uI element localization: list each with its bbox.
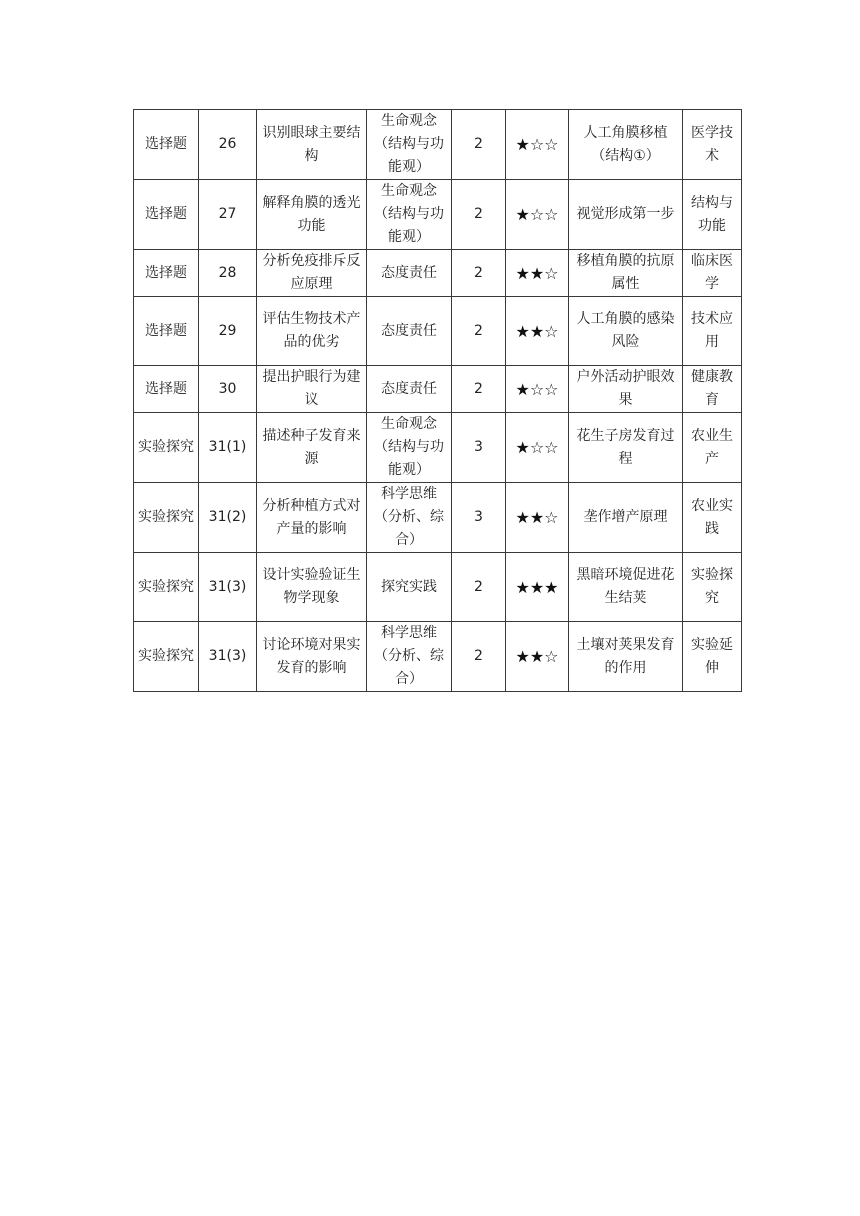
cell-task: 讨论环境对果实发育的影响 bbox=[257, 622, 367, 692]
cell-score: 3 bbox=[452, 483, 506, 553]
cell-context: 人工角膜移植（结构①） bbox=[569, 110, 683, 180]
difficulty-stars-icon: ★☆☆ bbox=[506, 180, 569, 250]
cell-field: 临床医学 bbox=[683, 250, 742, 297]
cell-type: 选择题 bbox=[134, 110, 199, 180]
cell-number: 31(3) bbox=[199, 553, 257, 622]
question-spec-table bbox=[133, 109, 742, 692]
table-row bbox=[134, 553, 742, 622]
difficulty-stars-icon: ★★★ bbox=[506, 553, 569, 622]
cell-field: 农业生产 bbox=[683, 413, 742, 483]
cell-literacy: 态度责任 bbox=[367, 297, 452, 366]
cell-score: 2 bbox=[452, 297, 506, 366]
cell-score: 2 bbox=[452, 366, 506, 413]
table-row bbox=[134, 110, 742, 180]
cell-literacy: 生命观念（结构与功能观） bbox=[367, 110, 452, 180]
cell-literacy: 生命观念（结构与功能观） bbox=[367, 180, 452, 250]
cell-score: 3 bbox=[452, 413, 506, 483]
table-row bbox=[134, 250, 742, 297]
cell-task: 设计实验验证生物学现象 bbox=[257, 553, 367, 622]
cell-type: 实验探究 bbox=[134, 483, 199, 553]
cell-task: 识别眼球主要结构 bbox=[257, 110, 367, 180]
table-row bbox=[134, 413, 742, 483]
cell-field: 健康教育 bbox=[683, 366, 742, 413]
cell-field: 医学技术 bbox=[683, 110, 742, 180]
cell-task: 分析种植方式对产量的影响 bbox=[257, 483, 367, 553]
cell-score: 2 bbox=[452, 250, 506, 297]
cell-task: 评估生物技术产品的优劣 bbox=[257, 297, 367, 366]
cell-type: 实验探究 bbox=[134, 553, 199, 622]
cell-literacy: 探究实践 bbox=[367, 553, 452, 622]
cell-context: 移植角膜的抗原属性 bbox=[569, 250, 683, 297]
cell-context: 垄作增产原理 bbox=[569, 483, 683, 553]
cell-number: 27 bbox=[199, 180, 257, 250]
difficulty-stars-icon: ★☆☆ bbox=[506, 110, 569, 180]
cell-field: 技术应用 bbox=[683, 297, 742, 366]
cell-literacy: 生命观念（结构与功能观） bbox=[367, 413, 452, 483]
cell-type: 选择题 bbox=[134, 366, 199, 413]
cell-context: 土壤对荚果发育的作用 bbox=[569, 622, 683, 692]
cell-number: 31(1) bbox=[199, 413, 257, 483]
cell-number: 31(2) bbox=[199, 483, 257, 553]
cell-task: 分析免疫排斥反应原理 bbox=[257, 250, 367, 297]
cell-literacy: 态度责任 bbox=[367, 250, 452, 297]
cell-task: 描述种子发育来源 bbox=[257, 413, 367, 483]
cell-literacy: 科学思维（分析、综合） bbox=[367, 483, 452, 553]
cell-task: 解释角膜的透光功能 bbox=[257, 180, 367, 250]
cell-task: 提出护眼行为建议 bbox=[257, 366, 367, 413]
cell-type: 实验探究 bbox=[134, 622, 199, 692]
cell-context: 视觉形成第一步 bbox=[569, 180, 683, 250]
cell-field: 农业实践 bbox=[683, 483, 742, 553]
table-row bbox=[134, 366, 742, 413]
cell-field: 实验延伸 bbox=[683, 622, 742, 692]
cell-score: 2 bbox=[452, 622, 506, 692]
cell-literacy: 态度责任 bbox=[367, 366, 452, 413]
difficulty-stars-icon: ★☆☆ bbox=[506, 413, 569, 483]
cell-field: 实验探究 bbox=[683, 553, 742, 622]
cell-context: 人工角膜的感染风险 bbox=[569, 297, 683, 366]
cell-number: 26 bbox=[199, 110, 257, 180]
cell-context: 户外活动护眼效果 bbox=[569, 366, 683, 413]
cell-field: 结构与功能 bbox=[683, 180, 742, 250]
difficulty-stars-icon: ★★☆ bbox=[506, 622, 569, 692]
cell-type: 选择题 bbox=[134, 180, 199, 250]
cell-score: 2 bbox=[452, 110, 506, 180]
difficulty-stars-icon: ★☆☆ bbox=[506, 366, 569, 413]
table-row bbox=[134, 180, 742, 250]
cell-number: 30 bbox=[199, 366, 257, 413]
table-row bbox=[134, 297, 742, 366]
table-row bbox=[134, 483, 742, 553]
cell-context: 黑暗环境促进花生结荚 bbox=[569, 553, 683, 622]
difficulty-stars-icon: ★★☆ bbox=[506, 250, 569, 297]
cell-number: 28 bbox=[199, 250, 257, 297]
cell-type: 选择题 bbox=[134, 250, 199, 297]
cell-type: 选择题 bbox=[134, 297, 199, 366]
table-row bbox=[134, 622, 742, 692]
cell-type: 实验探究 bbox=[134, 413, 199, 483]
cell-number: 29 bbox=[199, 297, 257, 366]
difficulty-stars-icon: ★★☆ bbox=[506, 483, 569, 553]
difficulty-stars-icon: ★★☆ bbox=[506, 297, 569, 366]
cell-number: 31(3) bbox=[199, 622, 257, 692]
cell-score: 2 bbox=[452, 180, 506, 250]
cell-literacy: 科学思维（分析、综合） bbox=[367, 622, 452, 692]
cell-score: 2 bbox=[452, 553, 506, 622]
cell-context: 花生子房发育过程 bbox=[569, 413, 683, 483]
